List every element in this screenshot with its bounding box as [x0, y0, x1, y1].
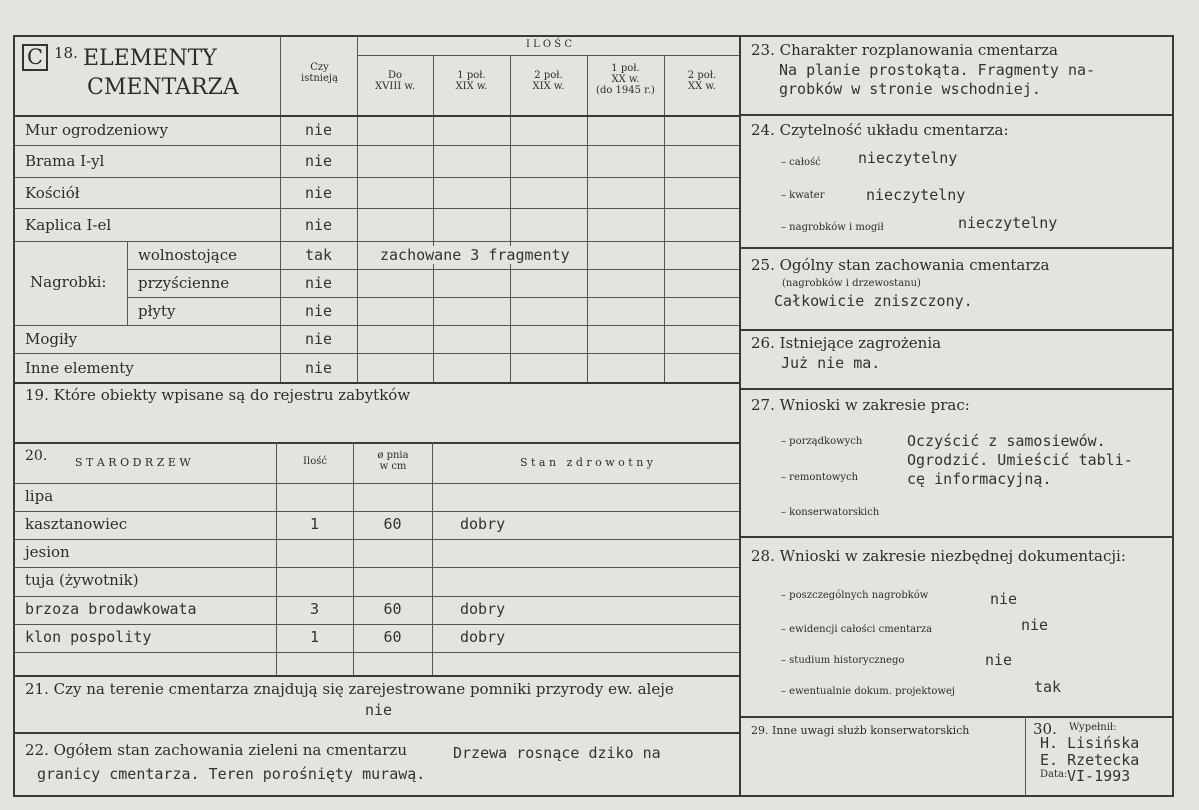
- period-header-1: [433, 70, 510, 92]
- tree-dia-1: 60: [383, 515, 402, 533]
- nagrobki-label-1: przyścienne: [138, 274, 230, 292]
- nagrobki-note: zachowane 3 fragmenty: [380, 246, 570, 264]
- tree-name-2: jesion: [25, 543, 70, 561]
- s24-item-2-label: – nagrobków i mogił: [781, 222, 884, 233]
- element-label-2: Kościół: [25, 183, 80, 202]
- s28-item-2-value: nie: [985, 651, 1013, 669]
- period-header-4-l2: XX w.: [688, 81, 716, 92]
- tree-name-3: tuja (żywotnik): [25, 571, 139, 589]
- s30-name2: E. Rzetecka: [1040, 751, 1140, 769]
- s18-number: 18.: [54, 44, 78, 62]
- tree-name-1: kasztanowiec: [25, 515, 128, 533]
- period-header-1-l1: 1 poł.: [457, 70, 486, 81]
- s24-item-1-value: nieczytelny: [866, 186, 966, 204]
- s30-filled-label: Wypełnił:: [1069, 722, 1117, 733]
- tree-name-0: lipa: [25, 487, 54, 505]
- s29-label: 29. Inne uwagi służb konserwatorskich: [751, 724, 970, 737]
- element-label-0: Mur ogrodzeniowy: [25, 121, 168, 139]
- element-label-5: Inne elementy: [25, 358, 134, 377]
- s20-col-dia: [354, 450, 432, 472]
- element-exists-4: nie: [304, 330, 333, 348]
- period-header-4-l1: 2 poł.: [687, 70, 717, 81]
- s30-date: VI-1993: [1067, 767, 1131, 785]
- s23-value-line1: Na planie prostokąta. Fragmenty na-: [779, 61, 1096, 79]
- s27-value-line2: Ogrodzić. Umieścić tabli-: [907, 451, 1133, 469]
- tree-qty-1: 1: [309, 515, 320, 533]
- s28-item-0-label: – poszczególnych nagrobków: [781, 590, 929, 601]
- s25-value: Całkowicie zniszczony.: [774, 292, 973, 310]
- s18-title-line1: ELEMENTY: [83, 46, 217, 71]
- tree-qty-5: 1: [309, 628, 320, 646]
- tree-health-4: dobry: [460, 600, 506, 618]
- s28-item-3-value: tak: [1034, 678, 1062, 696]
- nagrobki-exists-0: tak: [304, 246, 333, 264]
- s25-label: 25. Ogólny stan zachowania cmentarza: [751, 256, 1050, 274]
- s27-label: 27. Wnioski w zakresie prac:: [751, 396, 970, 414]
- s21-label: 21. Czy na terenie cmentarza znajdują się zarejestrowane pomniki przyrody ew. aleje: [25, 680, 674, 698]
- period-header-2-l2: XIX w.: [532, 81, 565, 92]
- period-header-0-l2: XVIII w.: [375, 81, 415, 92]
- element-exists-5: nie: [304, 358, 333, 377]
- s25-sublabel: (nagrobków i drzewostanu): [782, 278, 921, 289]
- element-label-1: Brama I-yl: [25, 152, 105, 170]
- s23-label: 23. Charakter rozplanowania cmentarza: [751, 41, 1058, 59]
- section-letter-box: C: [22, 44, 48, 71]
- nagrobki-exists-1: nie: [304, 274, 333, 292]
- s30-name1: H. Lisińska: [1040, 734, 1140, 752]
- s28-item-2-label: – studium historycznego: [781, 655, 905, 666]
- s28-item-1-label: – ewidencji całości cmentarza: [781, 624, 933, 635]
- tree-dia-5: 60: [383, 628, 402, 646]
- tree-qty-4: 3: [309, 600, 320, 618]
- s30-date-label: Data:: [1040, 769, 1068, 780]
- s28-item-3-label: – ewentualnie dokum. projektowej: [781, 686, 956, 697]
- s20-title: S T A R O D R Z E W: [75, 456, 191, 469]
- period-header-2: [510, 70, 587, 92]
- period-header-3-l3: (do 1945 r.): [596, 85, 655, 96]
- s24-item-0-value: nieczytelny: [858, 149, 958, 167]
- s20-col-health: S t a n z d r o w o t n y: [519, 456, 654, 469]
- s24-item-0-label: – całość: [781, 157, 821, 168]
- element-exists-2: nie: [304, 183, 333, 202]
- s20-col-qty: Ilość: [303, 456, 327, 467]
- s28-label: 28. Wnioski w zakresie niezbędnej dokumentacji:: [751, 547, 1126, 565]
- s26-label: 26. Istniejące zagrożenia: [751, 334, 942, 352]
- s27-item-0: – porządkowych: [781, 436, 863, 447]
- s27-item-2: – konserwatorskich: [781, 507, 880, 518]
- s24-label: 24. Czytelność układu cmentarza:: [751, 121, 1009, 139]
- period-header-4: [664, 70, 740, 92]
- s22-value-line2: granicy cmentarza. Teren porośnięty murawą.: [37, 765, 426, 783]
- s18-title-line2: CMENTARZA: [87, 75, 239, 100]
- element-exists-3: nie: [304, 215, 333, 234]
- nagrobki-label-2: płyty: [138, 302, 176, 320]
- s27-item-1: – remontowych: [781, 472, 859, 483]
- s24-item-1-label: – kwater: [781, 190, 825, 201]
- exists-header-l2: istnieją: [301, 73, 338, 84]
- s20-number: 20.: [25, 448, 48, 464]
- nagrobki-exists-2: nie: [304, 302, 333, 320]
- s30-number: 30.: [1033, 720, 1057, 738]
- period-header-2-l1: 2 poł.: [534, 70, 563, 81]
- s24-item-2-value: nieczytelny: [958, 214, 1058, 232]
- period-header-0: [357, 70, 433, 92]
- s27-value-line3: cę informacyjną.: [907, 470, 1052, 488]
- s27-value-line1: Oczyścić z samosiewów.: [907, 432, 1106, 450]
- s19-label: 19. Które obiekty wpisane są do rejestru zabytków: [25, 386, 411, 404]
- s22-value-line1: Drzewa rosnące dziko na: [453, 744, 661, 762]
- s20-col-dia-l1: ø pnia: [377, 450, 409, 461]
- period-header-3-l1: 1 poł.: [611, 63, 640, 74]
- quantity-header: I L O Ś C: [525, 39, 572, 50]
- tree-name-5: klon pospolity: [25, 628, 152, 646]
- period-header-3: [587, 63, 664, 96]
- tree-dia-4: 60: [383, 600, 402, 618]
- s23-value-line2: grobków w stronie wschodniej.: [779, 80, 1041, 98]
- period-header-3-l2: XX w.: [611, 74, 640, 85]
- element-label-4: Mogiły: [25, 330, 78, 348]
- s21-value: nie: [365, 701, 393, 719]
- period-header-1-l2: XIX w.: [455, 81, 488, 92]
- tree-name-4: brzoza brodawkowata: [25, 600, 197, 618]
- exists-header: [281, 62, 358, 84]
- s26-value: Już nie ma.: [781, 354, 881, 372]
- s20-col-dia-l2: w cm: [379, 461, 407, 472]
- s22-label: 22. Ogółem stan zachowania zieleni na cmentarzu: [25, 741, 407, 759]
- s28-item-1-value: nie: [1021, 616, 1049, 634]
- element-exists-0: nie: [304, 121, 333, 139]
- tree-health-5: dobry: [460, 628, 506, 646]
- tree-health-1: dobry: [460, 515, 506, 533]
- element-exists-1: nie: [304, 152, 333, 170]
- nagrobki-label-0: wolnostojące: [138, 246, 237, 264]
- s28-item-0-value: nie: [990, 590, 1018, 608]
- period-header-0-l1: Do: [387, 70, 403, 81]
- nagrobki-group-label: Nagrobki:: [30, 273, 107, 291]
- element-label-3: Kaplica I-el: [25, 215, 112, 234]
- exists-header-l1: Czy: [310, 62, 329, 73]
